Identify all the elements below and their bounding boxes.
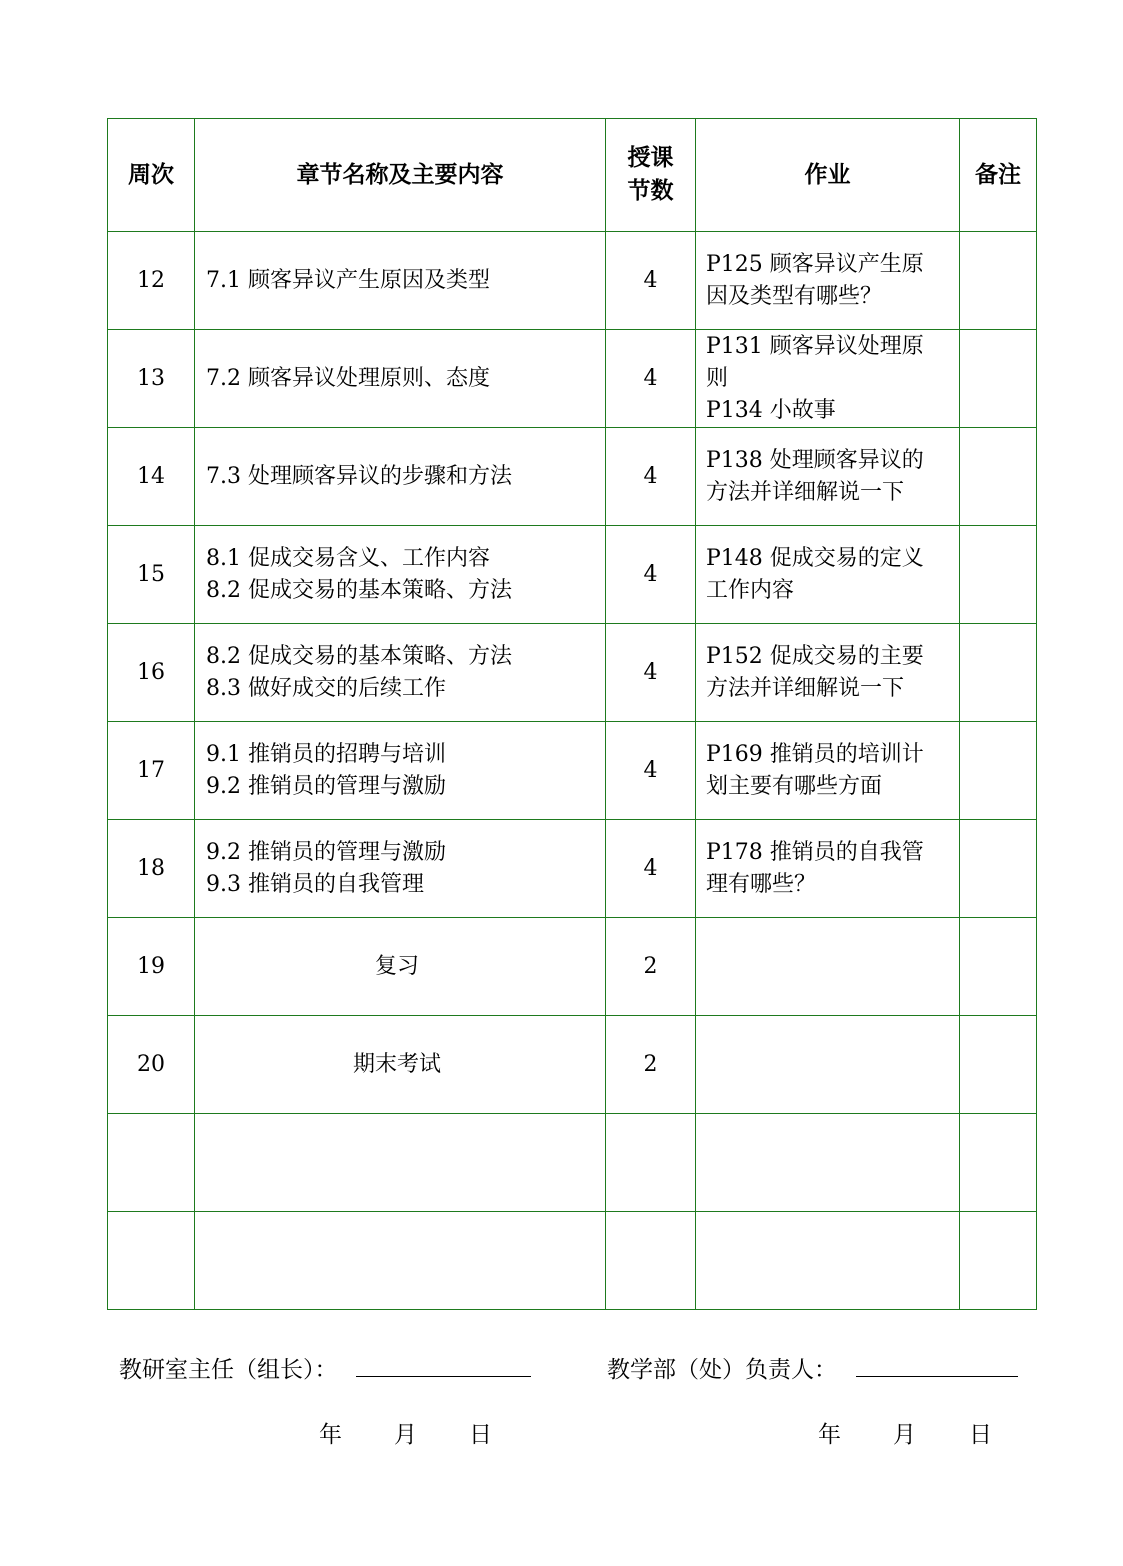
chapter-cell xyxy=(195,722,606,820)
notes-cell xyxy=(960,624,1037,722)
chapter-cell xyxy=(195,624,606,722)
header-lessons-line1: 授课 xyxy=(627,145,674,171)
lessons-cell: 4 xyxy=(606,722,696,820)
director-signature-line xyxy=(356,1376,531,1377)
chapter-line: 7.3 处理顾客异议的步骤和方法 xyxy=(206,463,512,489)
notes-cell xyxy=(960,428,1037,526)
chapter-line: 7.2 顾客异议处理原则、态度 xyxy=(206,365,490,391)
director-label: 教研室主任（组长）： xyxy=(119,1357,338,1383)
department-head-signature-line xyxy=(856,1376,1018,1377)
chapter-cell xyxy=(195,1212,606,1310)
table-row xyxy=(108,624,1037,722)
lessons-cell: 4 xyxy=(606,428,696,526)
chapter-line: 8.3 做好成交的后续工作 xyxy=(206,675,446,701)
table-row xyxy=(108,1016,1037,1114)
chapter-cell xyxy=(195,1016,606,1114)
week-cell: 19 xyxy=(108,918,195,1016)
homework-cell xyxy=(696,1016,960,1114)
homework-line: P134 小故事 xyxy=(706,397,836,423)
homework-cell xyxy=(696,526,960,624)
lessons-cell xyxy=(606,1212,696,1310)
homework-line: 划主要有哪些方面 xyxy=(706,773,883,799)
notes-cell xyxy=(960,232,1037,330)
chapter-cell xyxy=(195,330,606,428)
right-date-month: 月 xyxy=(893,1422,916,1448)
homework-cell xyxy=(696,722,960,820)
chapter-line: 9.1 推销员的招聘与培训 xyxy=(206,741,446,767)
table-body xyxy=(108,232,1037,1310)
homework-line: P178 推销员的自我管 xyxy=(706,839,924,865)
table-row xyxy=(108,1114,1037,1212)
week-cell: 17 xyxy=(108,722,195,820)
homework-cell xyxy=(696,918,960,1016)
week-cell: 15 xyxy=(108,526,195,624)
table-row xyxy=(108,820,1037,918)
notes-cell xyxy=(960,1016,1037,1114)
homework-line: 则 xyxy=(706,365,729,391)
lessons-cell: 4 xyxy=(606,232,696,330)
week-cell xyxy=(108,1114,195,1212)
lessons-cell: 4 xyxy=(606,526,696,624)
header-row xyxy=(108,119,1037,232)
right-date-day: 日 xyxy=(969,1422,992,1448)
chapter-line: 7.1 顾客异议产生原因及类型 xyxy=(206,267,490,293)
chapter-line: 复习 xyxy=(374,953,419,979)
homework-line: 因及类型有哪些？ xyxy=(706,283,883,309)
lessons-cell: 4 xyxy=(606,624,696,722)
lessons-cell: 4 xyxy=(606,820,696,918)
homework-line: P169 推销员的培训计 xyxy=(706,741,924,767)
table-row xyxy=(108,722,1037,820)
homework-cell xyxy=(696,1114,960,1212)
table-row xyxy=(108,918,1037,1016)
left-date-day: 日 xyxy=(469,1422,492,1448)
week-cell: 12 xyxy=(108,232,195,330)
table-row xyxy=(108,428,1037,526)
header-homework: 作业 xyxy=(696,119,960,232)
notes-cell xyxy=(960,918,1037,1016)
chapter-line: 8.1 促成交易含义、工作内容 xyxy=(206,545,490,571)
left-date-year: 年 xyxy=(319,1422,342,1448)
lessons-cell: 2 xyxy=(606,1016,696,1114)
week-cell: 14 xyxy=(108,428,195,526)
notes-cell xyxy=(960,330,1037,428)
header-chapter: 章节名称及主要内容 xyxy=(195,119,606,232)
notes-cell xyxy=(960,722,1037,820)
week-cell: 20 xyxy=(108,1016,195,1114)
chapter-line: 8.2 促成交易的基本策略、方法 xyxy=(206,643,512,669)
homework-line: 方法并详细解说一下 xyxy=(706,675,905,701)
notes-cell xyxy=(960,820,1037,918)
homework-cell xyxy=(696,1212,960,1310)
homework-cell xyxy=(696,428,960,526)
header-notes: 备注 xyxy=(960,119,1037,232)
homework-cell xyxy=(696,330,960,428)
week-cell: 16 xyxy=(108,624,195,722)
chapter-line: 期末考试 xyxy=(352,1051,441,1077)
homework-line: P125 顾客异议产生原 xyxy=(706,251,924,277)
week-cell: 18 xyxy=(108,820,195,918)
homework-line: P131 顾客异议处理原 xyxy=(706,333,924,359)
notes-cell xyxy=(960,1212,1037,1310)
chapter-cell xyxy=(195,918,606,1016)
teaching-plan-table xyxy=(107,118,1037,1310)
chapter-line: 9.2 推销员的管理与激励 xyxy=(206,773,446,799)
department-head-label: 教学部（处）负责人： xyxy=(607,1357,837,1383)
header-lessons-line2: 节数 xyxy=(627,178,674,204)
homework-cell xyxy=(696,820,960,918)
chapter-line: 9.2 推销员的管理与激励 xyxy=(206,839,446,865)
homework-line: 工作内容 xyxy=(706,577,795,603)
chapter-cell xyxy=(195,820,606,918)
header-week: 周次 xyxy=(108,119,195,232)
table-row xyxy=(108,330,1037,428)
lessons-cell xyxy=(606,1114,696,1212)
lessons-cell: 4 xyxy=(606,330,696,428)
chapter-cell xyxy=(195,1114,606,1212)
homework-line: P138 处理顾客异议的 xyxy=(706,447,924,473)
chapter-cell xyxy=(195,526,606,624)
chapter-cell xyxy=(195,232,606,330)
homework-line: P148 促成交易的定义 xyxy=(706,545,924,571)
chapter-line: 9.3 推销员的自我管理 xyxy=(206,871,424,897)
right-date-year: 年 xyxy=(818,1422,841,1448)
homework-cell xyxy=(696,624,960,722)
homework-line: 方法并详细解说一下 xyxy=(706,479,905,505)
chapter-line: 8.2 促成交易的基本策略、方法 xyxy=(206,577,512,603)
homework-line: P152 促成交易的主要 xyxy=(706,643,924,669)
week-cell: 13 xyxy=(108,330,195,428)
homework-line: 理有哪些？ xyxy=(706,871,817,897)
homework-cell xyxy=(696,232,960,330)
week-cell xyxy=(108,1212,195,1310)
table-row xyxy=(108,232,1037,330)
left-date-month: 月 xyxy=(394,1422,417,1448)
header-lessons xyxy=(606,119,696,232)
table-row xyxy=(108,526,1037,624)
table-row xyxy=(108,1212,1037,1310)
lessons-cell: 2 xyxy=(606,918,696,1016)
notes-cell xyxy=(960,526,1037,624)
notes-cell xyxy=(960,1114,1037,1212)
chapter-cell xyxy=(195,428,606,526)
